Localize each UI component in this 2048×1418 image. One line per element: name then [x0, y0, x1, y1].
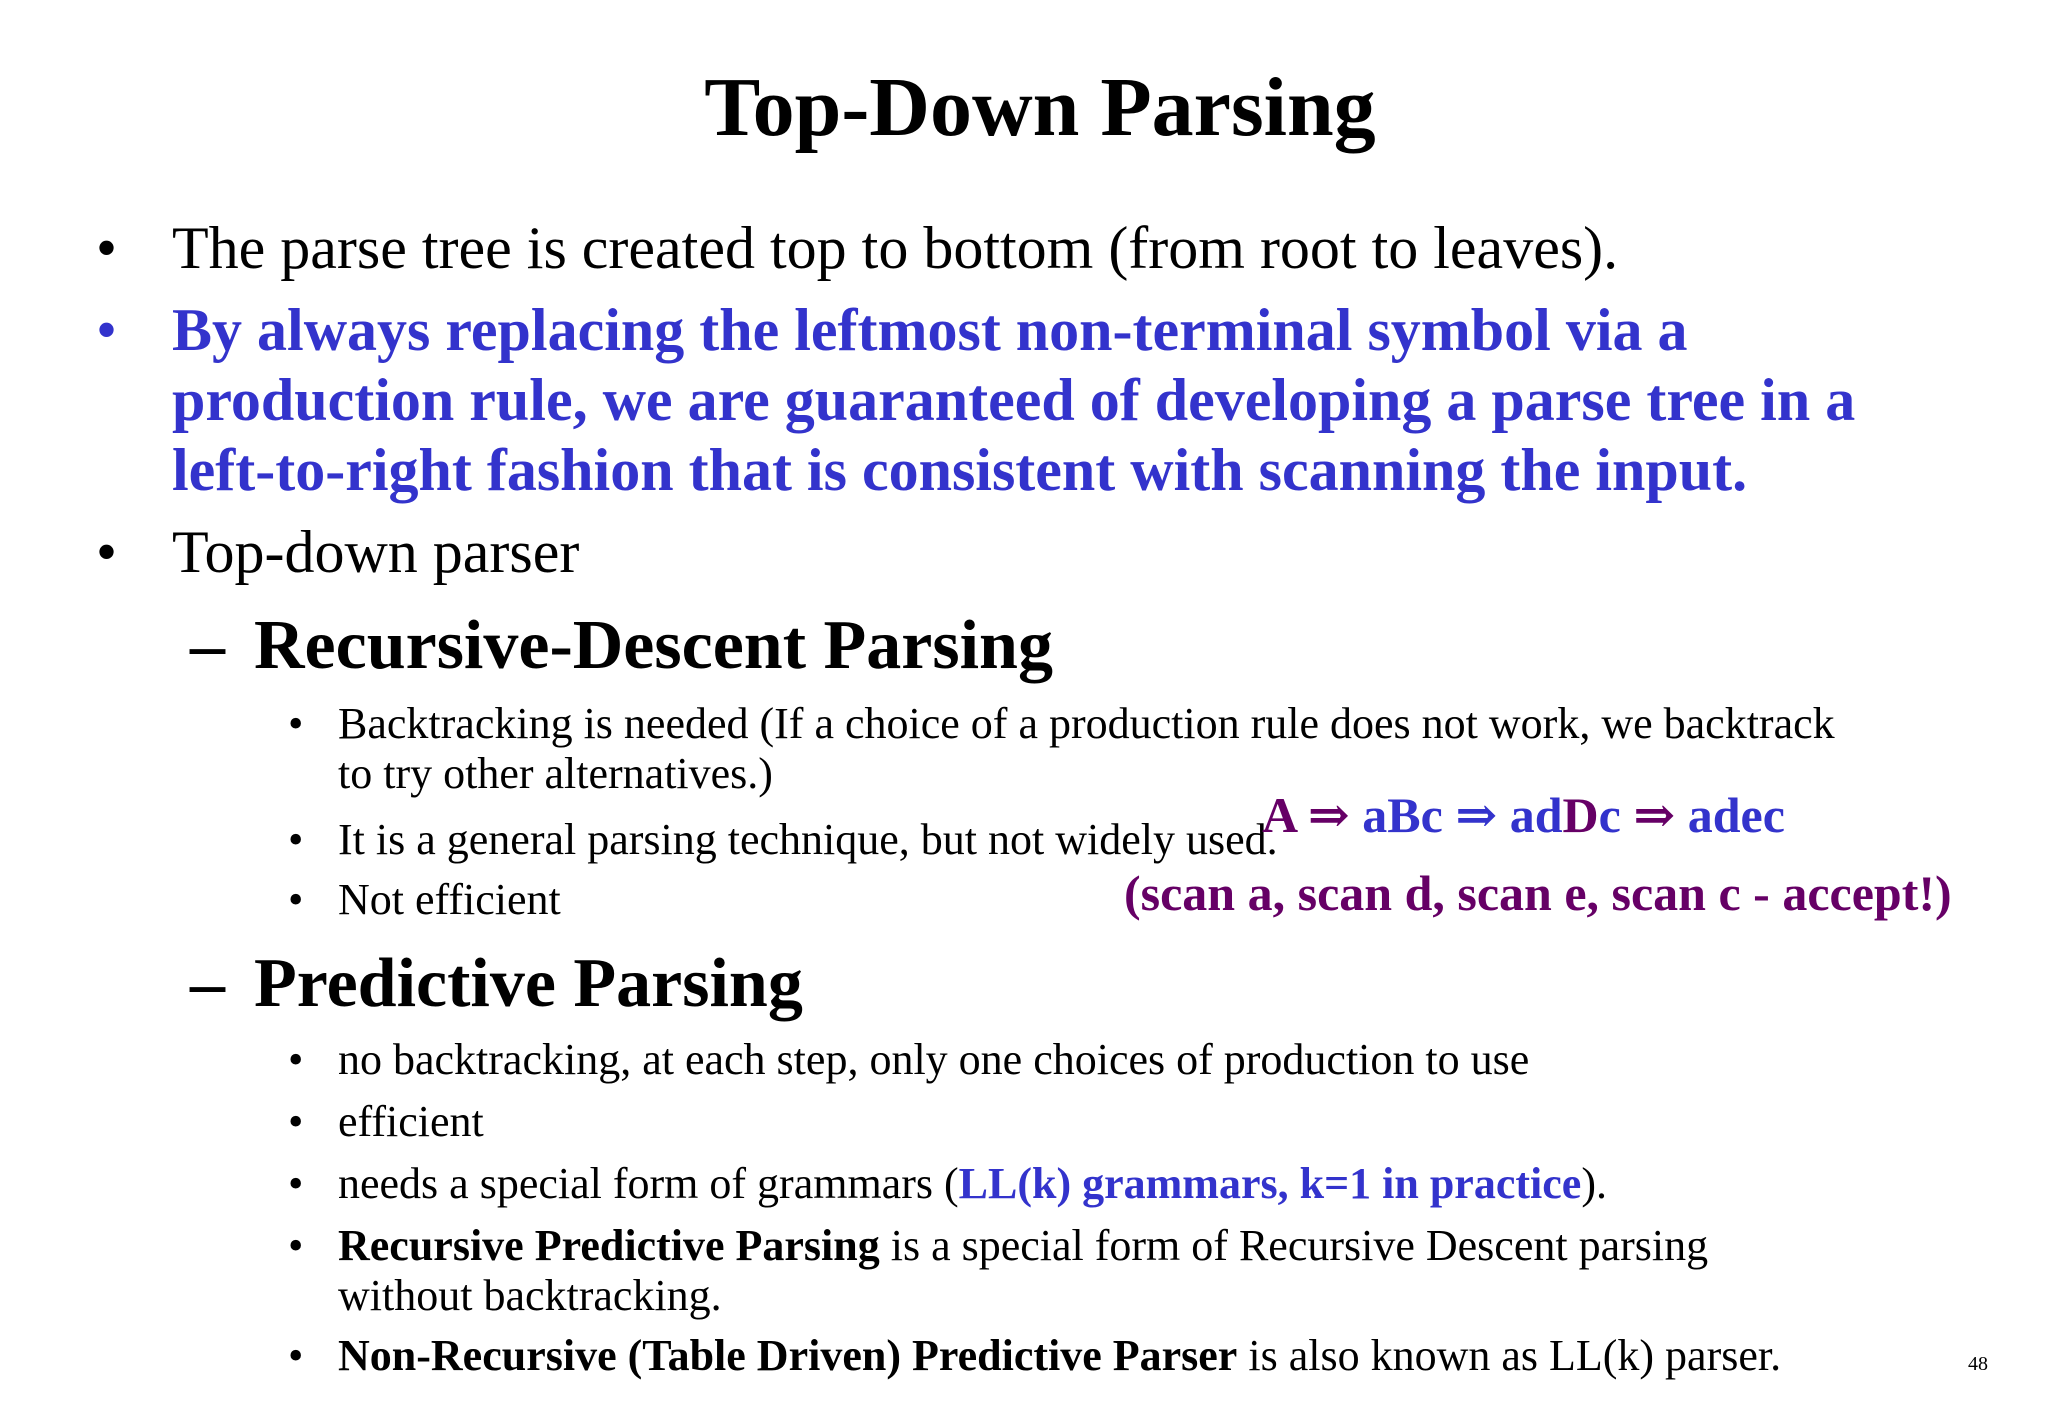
rd-general-technique: It is a general parsing technique, but not widely used.	[338, 815, 1278, 864]
derives-arrow: ⇒	[1455, 787, 1498, 843]
page-number: 48	[1968, 1353, 1988, 1375]
rd-backtracking-line1: Backtracking is needed (If a choice of a production rule does not work, we backtrack	[338, 699, 1835, 748]
bullet-marker: •	[96, 519, 118, 585]
pred-grammar-form	[338, 1158, 1607, 1210]
bullet-marker: •	[288, 1159, 304, 1208]
pred-recursive-term: Recursive Predictive Parsing	[338, 1221, 880, 1270]
bullet-marker: •	[288, 1035, 304, 1084]
derivation-ad: ad	[1509, 787, 1563, 843]
bullet-marker: •	[288, 1221, 304, 1270]
pred-grammar-before: needs a special form of grammars (	[338, 1159, 959, 1208]
pred-efficient: efficient	[338, 1097, 484, 1146]
derivation-nonterminal-d: D	[1562, 787, 1599, 843]
dash-marker: –	[190, 945, 225, 1022]
pred-recursive-line2: without backtracking.	[338, 1271, 722, 1320]
point-leftmost-line3: left-to-right fashion that is consistent with scanning the input.	[172, 437, 1748, 503]
rd-backtracking-line2: to try other alternatives.)	[338, 749, 773, 798]
rd-not-efficient: Not efficient	[338, 875, 561, 924]
derivation-c: c	[1598, 787, 1621, 843]
derivation-line	[1262, 786, 1785, 844]
point-top-down-parser: Top-down parser	[172, 519, 580, 585]
point-leftmost-line2: production rule, we are guaranteed of developing a parse tree in a	[172, 367, 1856, 433]
pred-recursive-line1	[338, 1220, 1708, 1272]
pred-nonrecursive-rest: is also known as LL(k) parser.	[1237, 1331, 1782, 1380]
point-parse-tree: The parse tree is created top to bottom (from root to leaves).	[172, 215, 1619, 281]
pred-grammar-highlight: LL(k) grammars, k=1 in practice	[958, 1159, 1582, 1208]
derivation-step-addc	[1510, 787, 1621, 843]
bullet-marker: •	[288, 875, 304, 924]
slide-title: Top-Down Parsing	[704, 61, 1376, 154]
bullet-marker: •	[96, 215, 118, 281]
heading-recursive-descent: Recursive-Descent Parsing	[254, 607, 1053, 684]
pred-no-backtracking: no backtracking, at each step, only one choices of production to use	[338, 1035, 1530, 1084]
heading-predictive: Predictive Parsing	[254, 945, 803, 1022]
derivation-step-adec: adec	[1687, 787, 1785, 843]
dash-marker: –	[190, 607, 225, 684]
point-leftmost-line1: By always replacing the leftmost non-terminal symbol via a	[172, 297, 1688, 363]
bullet-marker: •	[288, 1331, 304, 1380]
derives-arrow: ⇒	[1633, 787, 1676, 843]
bullet-marker: •	[96, 297, 118, 363]
derivation-start-symbol: A	[1262, 787, 1296, 843]
pred-recursive-rest: is a special form of Recursive Descent parsing	[879, 1221, 1709, 1270]
pred-grammar-after: ).	[1581, 1159, 1607, 1208]
bullet-marker: •	[288, 815, 304, 864]
derivation-step-abc: aBc	[1362, 787, 1443, 843]
derives-arrow: ⇒	[1307, 787, 1350, 843]
bullet-marker: •	[288, 1097, 304, 1146]
pred-nonrecursive	[338, 1330, 1781, 1382]
pred-nonrecursive-term: Non-Recursive (Table Driven) Predictive Parser	[338, 1331, 1238, 1380]
scan-sequence: (scan a, scan d, scan e, scan c - accept!)	[1124, 865, 1952, 921]
bullet-marker: •	[288, 699, 304, 748]
